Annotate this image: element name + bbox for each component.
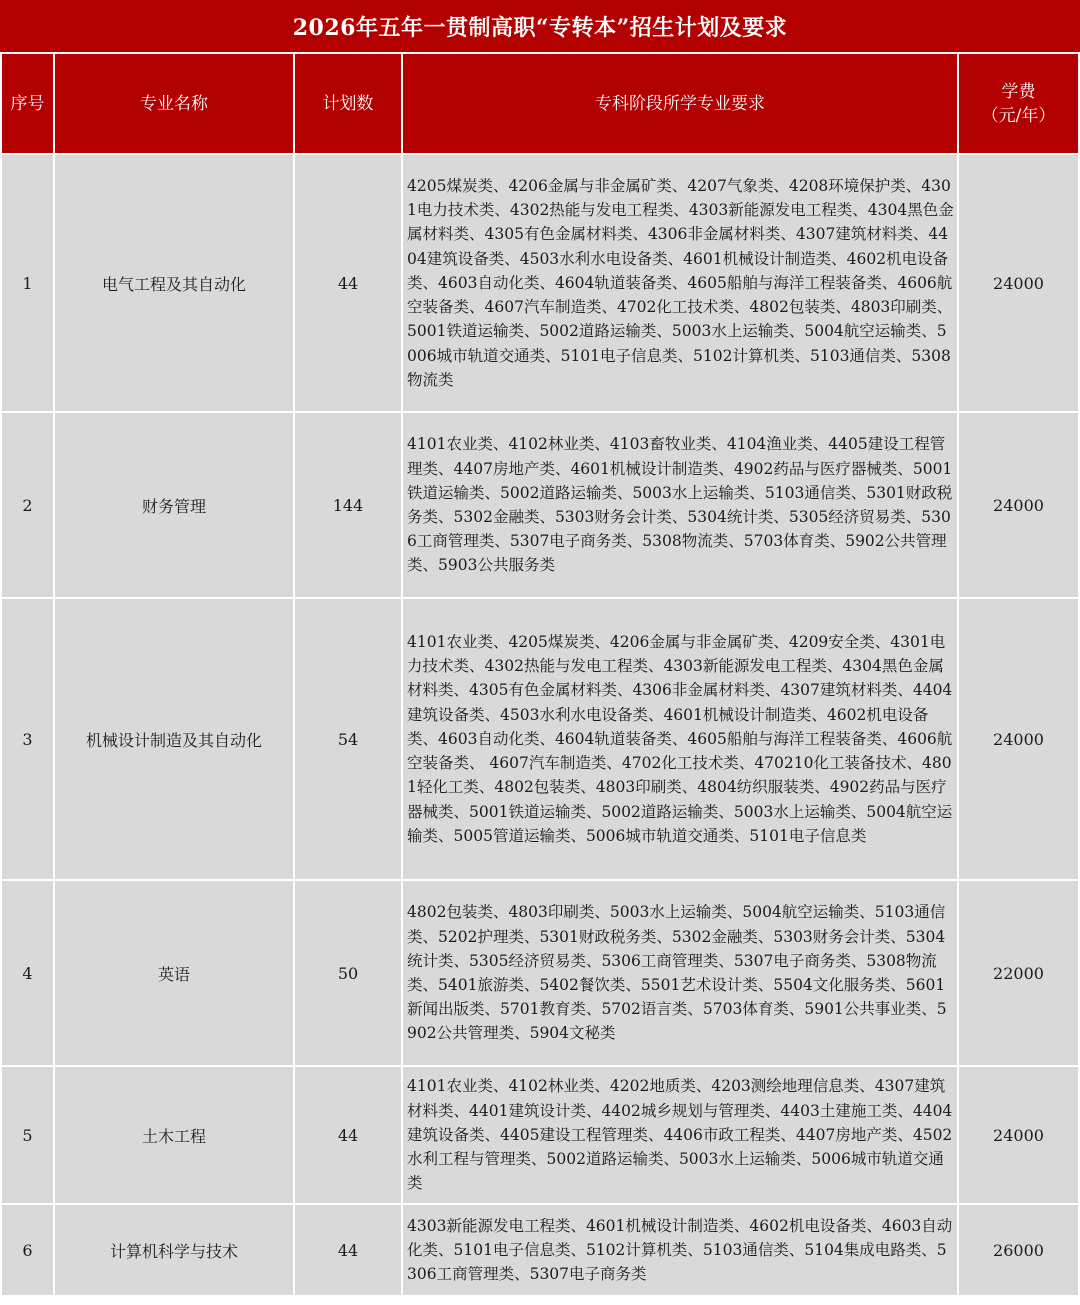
row-major: 计算机科学与技术 (55, 1205, 293, 1295)
row-fee: 24000 (959, 1067, 1078, 1203)
page-title: 2026年五年一贯制高职“专转本”招生计划及要求 (0, 0, 1080, 52)
row-major: 土木工程 (55, 1067, 293, 1203)
row-major: 机械设计制造及其自动化 (55, 599, 293, 879)
table-header-row (2, 54, 1078, 153)
table-row (2, 599, 1078, 879)
row-requirement: 4205煤炭类、4206金属与非金属矿类、4207气象类、4208环境保护类、4301电力技术类、4302热能与发电工程类、4303新能源发电工程类、4304黑色金属材料类、4305有色金属材料类、4306非金属材料类、4307建筑材料类、4404建筑设备类、4503水利水电设备类、4601机械设计制造类、4602机电设备类、4603自动化类、4604轨道装备类、4605船舶与海洋工程装备类、4606航空装备类、4607汽车制造类、4702化工技术类、4802包装类、4803印刷类、5001铁道运输类、5002道路运输类、5003水上运输类、5004航空运输类、5006城市轨道交通类、5101电子信息类、5102计算机类、5103通信类、5308物流类 (403, 155, 957, 411)
header-plan: 计划数 (295, 54, 401, 153)
row-index: 4 (2, 881, 53, 1065)
header-fee (959, 54, 1078, 153)
row-fee: 26000 (959, 1205, 1078, 1295)
row-major: 财务管理 (55, 413, 293, 597)
row-index: 5 (2, 1067, 53, 1203)
row-requirement: 4101农业类、4102林业类、4202地质类、4203测绘地理信息类、4307建筑材料类、4401建筑设计类、4402城乡规划与管理类、4403土建施工类、4404建筑设备类、4405建设工程管理类、4406市政工程类、4407房地产类、4502水利工程与管理类、5002道路运输类、5003水上运输类、5006城市轨道交通类 (403, 1067, 957, 1203)
row-requirement: 4802包装类、4803印刷类、5003水上运输类、5004航空运输类、5103通信类、5202护理类、5301财政税务类、5302金融类、5303财务会计类、5304统计类、5305经济贸易类、5306工商管理类、5307电子商务类、5308物流类、5401旅游类、5402餐饮类、5501艺术设计类、5504文化服务类、5601新闻出版类、5701教育类、5702语言类、5703体育类、5901公共事业类、5902公共管理类、5904文秘类 (403, 881, 957, 1065)
row-index: 6 (2, 1205, 53, 1295)
header-index: 序号 (2, 54, 53, 153)
table-row (2, 413, 1078, 597)
header-fee-line1: 学费 (1001, 81, 1036, 102)
row-index: 2 (2, 413, 53, 597)
table-row (2, 881, 1078, 1065)
row-major: 电气工程及其自动化 (55, 155, 293, 411)
row-fee: 22000 (959, 881, 1078, 1065)
row-plan: 50 (295, 881, 401, 1065)
table-row (2, 1205, 1078, 1295)
row-plan: 44 (295, 155, 401, 411)
enrollment-plan-table (0, 52, 1080, 1297)
row-index: 1 (2, 155, 53, 411)
row-fee: 24000 (959, 155, 1078, 411)
row-index: 3 (2, 599, 53, 879)
row-requirement: 4101农业类、4102林业类、4103畜牧业类、4104渔业类、4405建设工程管理类、4407房地产类、4601机械设计制造类、4902药品与医疗器械类、5001铁道运输类、5002道路运输类、5003水上运输类、5103通信类、5301财政税务类、5302金融类、5303财务会计类、5304统计类、5305经济贸易类、5306工商管理类、5307电子商务类、5308物流类、5703体育类、5902公共管理类、5903公共服务类 (403, 413, 957, 597)
row-plan: 44 (295, 1205, 401, 1295)
table-row (2, 1067, 1078, 1203)
row-plan: 54 (295, 599, 401, 879)
header-fee-line2: （元/年） (981, 105, 1056, 126)
row-fee: 24000 (959, 413, 1078, 597)
row-fee: 24000 (959, 599, 1078, 879)
table-row (2, 155, 1078, 411)
row-requirement: 4303新能源发电工程类、4601机械设计制造类、4602机电设备类、4603自动化类、5101电子信息类、5102计算机类、5103通信类、5104集成电路类、5306工商管理类、5307电子商务类 (403, 1205, 957, 1295)
row-plan: 44 (295, 1067, 401, 1203)
row-plan: 144 (295, 413, 401, 597)
row-requirement: 4101农业类、4205煤炭类、4206金属与非金属矿类、4209安全类、4301电力技术类、4302热能与发电工程类、4303新能源发电工程类、4304黑色金属材料类、4305有色金属材料类、4306非金属材料类、4307建筑材料类、4404建筑设备类、4503水利水电设备类、4601机械设计制造类、4602机电设备类、4603自动化类、4604轨道装备类、4605船舶与海洋工程装备类、4606航空装备类、 4607汽车制造类、4702化工技术类、470210化工装备技术、4801轻化工类、4802包装类、4803印刷类、4804纺织服装类、4902药品与医疗器械类、5001铁道运输类、5002道路运输类、5003水上运输类、5004航空运输类、5005管道运输类、5006城市轨道交通类、5101电子信息类 (403, 599, 957, 879)
row-major: 英语 (55, 881, 293, 1065)
header-major: 专业名称 (55, 54, 293, 153)
header-requirement: 专科阶段所学专业要求 (403, 54, 957, 153)
